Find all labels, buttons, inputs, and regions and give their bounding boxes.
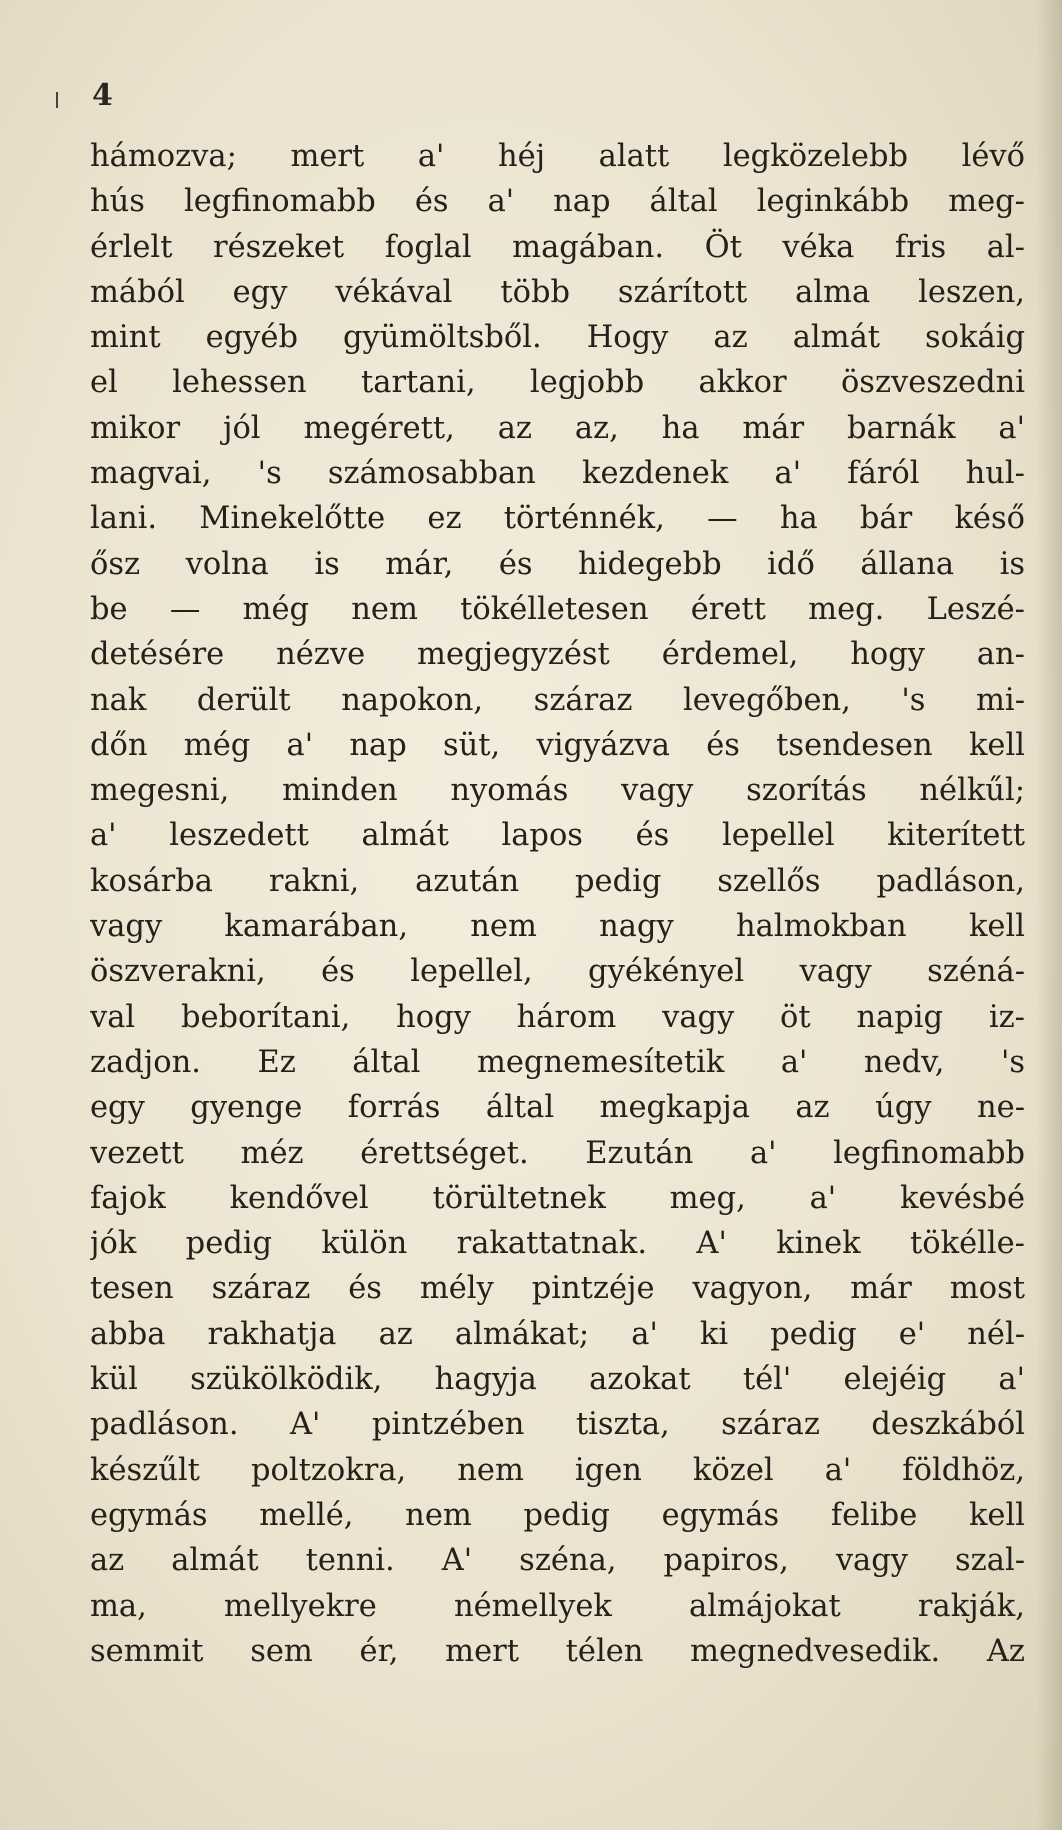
text-line: hús legfinomabb és a' nap által leginkább meg- [90,184,1025,220]
text-line: vagy kamarában, nem nagy halmokban kell [90,909,1025,945]
text-line: be — még nem tökélletesen érett meg. Leszé- [90,591,1025,627]
body-text [90,134,1025,1674]
text-line: fajok kendővel törültetnek meg, a' kevésbé [90,1180,1025,1216]
margin-mark [56,92,58,108]
text-line: ma, mellyekre némellyek almájokat rakják, [90,1588,1025,1624]
text-line: a' leszedett almát lapos és lepellel kiterített [90,818,1025,854]
text-line: lani. Minekelőtte ez történnék, — ha bár késő [90,501,1025,537]
text-line: nak derült napokon, száraz levegőben, 's mi- [90,682,1025,718]
text-line: tesen száraz és mély pintzéje vagyon, már most [90,1271,1025,1307]
page-number: 4 [92,78,114,113]
text-line: jók pedig külön rakattatnak. A' kinek tökélle- [90,1226,1025,1262]
text-line: mint egyéb gyümöltsből. Hogy az almát sokáig [90,320,1025,356]
text-line: kül szükölködik, hagyja azokat tél' elejéig a' [90,1362,1025,1398]
text-line: detésére nézve megjegyzést érdemel, hogy an- [90,637,1025,673]
text-line: érlelt részeket foglal magában. Öt véka fris al- [90,229,1025,265]
text-line: öszverakni, és lepellel, gyékényel vagy széná- [90,954,1025,990]
text-line: vezett méz érettséget. Ezután a' legfinomabb [90,1135,1025,1171]
text-line: egymás mellé, nem pedig egymás felibe kell [90,1497,1025,1533]
text-line: kosárba rakni, azután pedig szellős padláson, [90,863,1025,899]
text-line: semmit sem ér, mert télen megnedvesedik. Az [90,1633,1025,1669]
text-line: hámozva; mert a' héj alatt legközelebb lévő [90,139,1025,174]
text-line: az almát tenni. A' széna, papiros, vagy szal- [90,1543,1025,1579]
text-line: val beborítani, hogy három vagy öt napig iz- [90,999,1025,1035]
text-line: zadjon. Ez által megnemesítetik a' nedv, 's [90,1044,1025,1080]
text-line: mikor jól megérett, az az, ha már barnák a' [90,410,1025,446]
text-line: magvai, 's számosabban kezdenek a' fáról hul- [90,456,1025,492]
page-edge-shadow [1036,0,1062,1830]
text-line: abba rakhatja az almákat; a' ki pedig e' nél- [90,1316,1025,1352]
text-line: egy gyenge forrás által megkapja az úgy ne- [90,1090,1025,1126]
text-line: megesni, minden nyomás vagy szorítás nélkűl; [90,773,1025,809]
text-line: ősz volna is már, és hidegebb idő állana is [90,546,1025,582]
text-line: el lehessen tartani, legjobb akkor öszveszedni [90,365,1025,401]
text-line: mából egy vékával több szárított alma leszen, [90,274,1025,310]
text-line: készűlt poltzokra, nem igen közel a' földhöz, [90,1452,1025,1488]
text-line: dőn még a' nap süt, vigyázva és tsendesen kell [90,727,1025,763]
text-line: padláson. A' pintzében tiszta, száraz deszkából [90,1407,1025,1443]
